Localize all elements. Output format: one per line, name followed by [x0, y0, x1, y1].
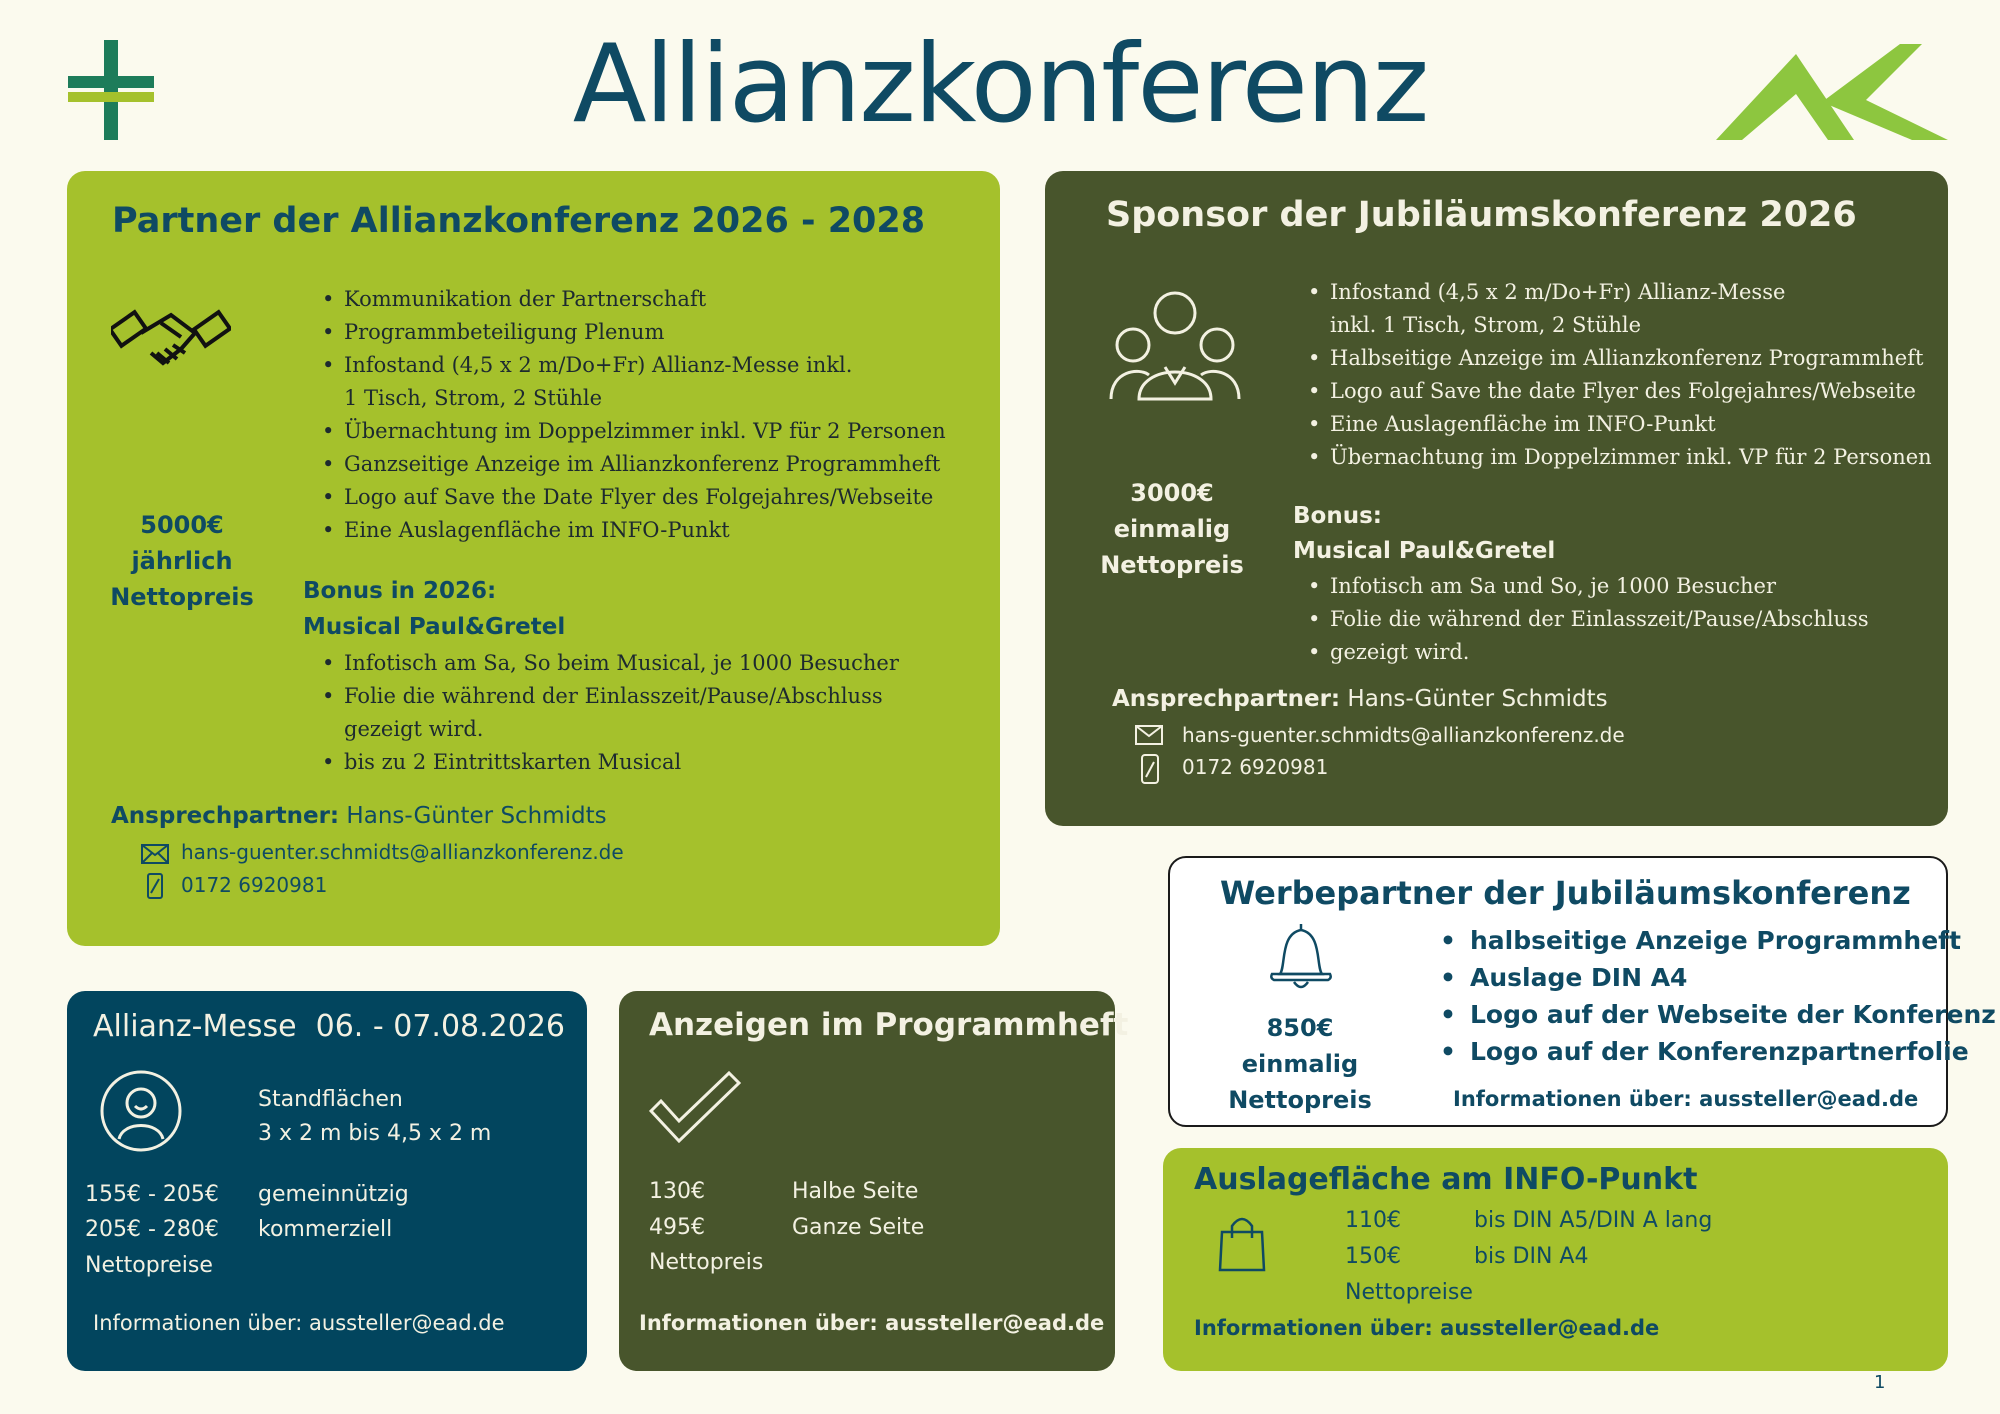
list-item: • Eine Auslagenfläche im INFO-Punkt [1308, 408, 1932, 441]
list-item: • bis zu 2 Eintrittskarten Musical [322, 746, 899, 779]
list-item: • Halbseitige Anzeige im Allianzkonferenz Programmheft [1308, 342, 1932, 375]
price-row-2: 495€ [649, 1215, 705, 1240]
list-item: • Logo auf Save the date Flyer des Folgejahres/Webseite [1308, 375, 1932, 408]
net-note: Nettopreise [1345, 1280, 1473, 1305]
checkmark-icon [649, 1071, 741, 1143]
info-text: Informationen über: aussteller@ead.de [93, 1311, 505, 1335]
price-label-2: kommerziell [258, 1217, 393, 1242]
auslage-heading: Auslagefläche am INFO-Punkt [1194, 1162, 1698, 1197]
auslage-card [1163, 1148, 1948, 1371]
price-amount: 850€ [1266, 1014, 1334, 1042]
price-label-1: bis DIN A5/DIN A lang [1474, 1208, 1713, 1233]
messe-card [67, 991, 587, 1371]
price-note: Nettopreis [1100, 551, 1244, 579]
list-item: • Infostand (4,5 x 2 m/Do+Fr) Allianz-Messe inkl. [322, 349, 946, 382]
net-note: Nettopreis [649, 1250, 764, 1275]
werbepartner-list [1440, 922, 1996, 1070]
email-link[interactable]: hans-guenter.schmidts@allianzkonferenz.de [1182, 723, 1625, 747]
sponsor-bonus-list [1308, 570, 1869, 669]
anzeigen-card [619, 991, 1129, 1371]
phone-icon [147, 873, 163, 899]
werbepartner-heading: Werbepartner der Jubiläumskonferenz [1220, 874, 1911, 912]
price-note: Nettopreis [1228, 1086, 1372, 1114]
partner-heading: Partner der Allianzkonferenz 2026 - 2028 [112, 201, 926, 241]
price-row-1: 130€ [649, 1179, 705, 1204]
partner-bonus-list [322, 647, 899, 779]
sponsor-card [1045, 171, 1948, 826]
list-item: • Logo auf Save the Date Flyer des Folgejahres/Webseite [322, 481, 946, 514]
phone-icon [1141, 754, 1159, 784]
net-note: Nettopreise [85, 1253, 213, 1278]
info-text: Informationen über: aussteller@ead.de [1453, 1087, 1919, 1111]
page-number: 1 [1874, 1372, 1886, 1393]
list-item: • Infotisch am Sa, So beim Musical, je 1000 Besucher [322, 647, 899, 680]
phone-number: 0172 6920981 [181, 873, 328, 897]
price-label-2: Ganze Seite [792, 1215, 925, 1240]
contact-line [111, 803, 607, 829]
list-item: • Infostand (4,5 x 2 m/Do+Fr) Allianz-Messe [1308, 276, 1932, 309]
sponsor-price [1097, 475, 1247, 583]
phone-number: 0172 6920981 [1182, 755, 1329, 779]
list-item: • Kommunikation der Partnerschaft [322, 283, 946, 316]
partner-price [107, 507, 257, 615]
user-circle-icon [99, 1069, 183, 1153]
handshake-icon [111, 293, 231, 383]
list-item: gezeigt wird. [344, 717, 484, 741]
list-item: • Folie die während der Einlasszeit/Pause/Abschluss [322, 680, 899, 713]
info-text: Informationen über: aussteller@ead.de [639, 1311, 1105, 1335]
email-link[interactable]: hans-guenter.schmidts@allianzkonferenz.de [181, 840, 624, 864]
list-item: • Logo auf der Webseite der Konferenz [1440, 996, 1996, 1033]
list-item: • Auslage DIN A4 [1440, 959, 1996, 996]
bell-icon [1266, 920, 1336, 992]
page-title: Allianzkonferenz [572, 22, 1428, 147]
list-item: • halbseitige Anzeige Programmheft [1440, 922, 1996, 959]
price-label-1: Halbe Seite [792, 1179, 919, 1204]
partner-list [322, 283, 946, 547]
list-item: • Folie die während der Einlasszeit/Pause/Abschluss [1308, 603, 1869, 636]
price-note: Nettopreis [110, 583, 254, 611]
shopping-bag-icon [1218, 1214, 1266, 1272]
list-item: • Infotisch am Sa und So, je 1000 Besucher [1308, 570, 1869, 603]
list-item: • Ganzseitige Anzeige im Allianzkonferenz Programmheft [322, 448, 946, 481]
price-row-1: 155€ - 205€ [85, 1182, 219, 1207]
list-item: • Eine Auslagenfläche im INFO-Punkt [322, 514, 946, 547]
list-item: • gezeigt wird. [1308, 636, 1869, 669]
contact-name: Hans-Günter Schmidts [1340, 686, 1608, 712]
people-group-icon [1109, 283, 1241, 403]
price-period: einmalig [1113, 515, 1231, 543]
list-item: 1 Tisch, Strom, 2 Stühle [344, 386, 602, 410]
bonus-subtitle: Musical Paul&Gretel [303, 614, 566, 640]
price-amount: 5000€ [140, 511, 224, 539]
price-row-2: 205€ - 280€ [85, 1217, 219, 1242]
sponsor-list [1308, 276, 1932, 474]
price-row-1: 110€ [1345, 1208, 1401, 1233]
stand-label: Standflächen [258, 1087, 403, 1112]
price-label-1: gemeinnützig [258, 1182, 409, 1207]
bonus-title: Bonus: [1293, 503, 1382, 529]
partner-card [67, 171, 1000, 946]
price-label-2: bis DIN A4 [1474, 1244, 1589, 1269]
price-period: einmalig [1241, 1050, 1359, 1078]
list-item: • Übernachtung im Doppelzimmer inkl. VP für 2 Personen [1308, 441, 1932, 474]
list-item: • Programmbeteiligung Plenum [322, 316, 946, 349]
sponsor-heading: Sponsor der Jubiläumskonferenz 2026 [1106, 195, 1857, 235]
contact-label: Ansprechpartner: [111, 803, 340, 829]
contact-line [1112, 686, 1608, 712]
info-text: Informationen über: aussteller@ead.de [1194, 1316, 1660, 1340]
mail-icon [141, 844, 169, 864]
messe-heading: Allianz-Messe 06. - 07.08.2026 [93, 1009, 566, 1044]
list-item: • Übernachtung im Doppelzimmer inkl. VP für 2 Personen [322, 415, 946, 448]
price-amount: 3000€ [1130, 479, 1214, 507]
bonus-subtitle: Musical Paul&Gretel [1293, 538, 1556, 564]
werbepartner-card [1168, 856, 1996, 1127]
list-item: inkl. 1 Tisch, Strom, 2 Stühle [1330, 313, 1642, 337]
price-period: jährlich [131, 547, 233, 575]
stand-size: 3 x 2 m bis 4,5 x 2 m [258, 1121, 492, 1146]
werbepartner-price [1225, 1010, 1375, 1118]
contact-name: Hans-Günter Schmidts [339, 803, 607, 829]
mail-icon [1135, 725, 1163, 745]
anzeigen-heading: Anzeigen im Programmheft [649, 1007, 1129, 1043]
price-row-2: 150€ [1345, 1244, 1401, 1269]
contact-label: Ansprechpartner: [1112, 686, 1341, 712]
list-item: • Logo auf der Konferenzpartnerfolie [1440, 1033, 1996, 1070]
bonus-title: Bonus in 2026: [303, 578, 497, 604]
